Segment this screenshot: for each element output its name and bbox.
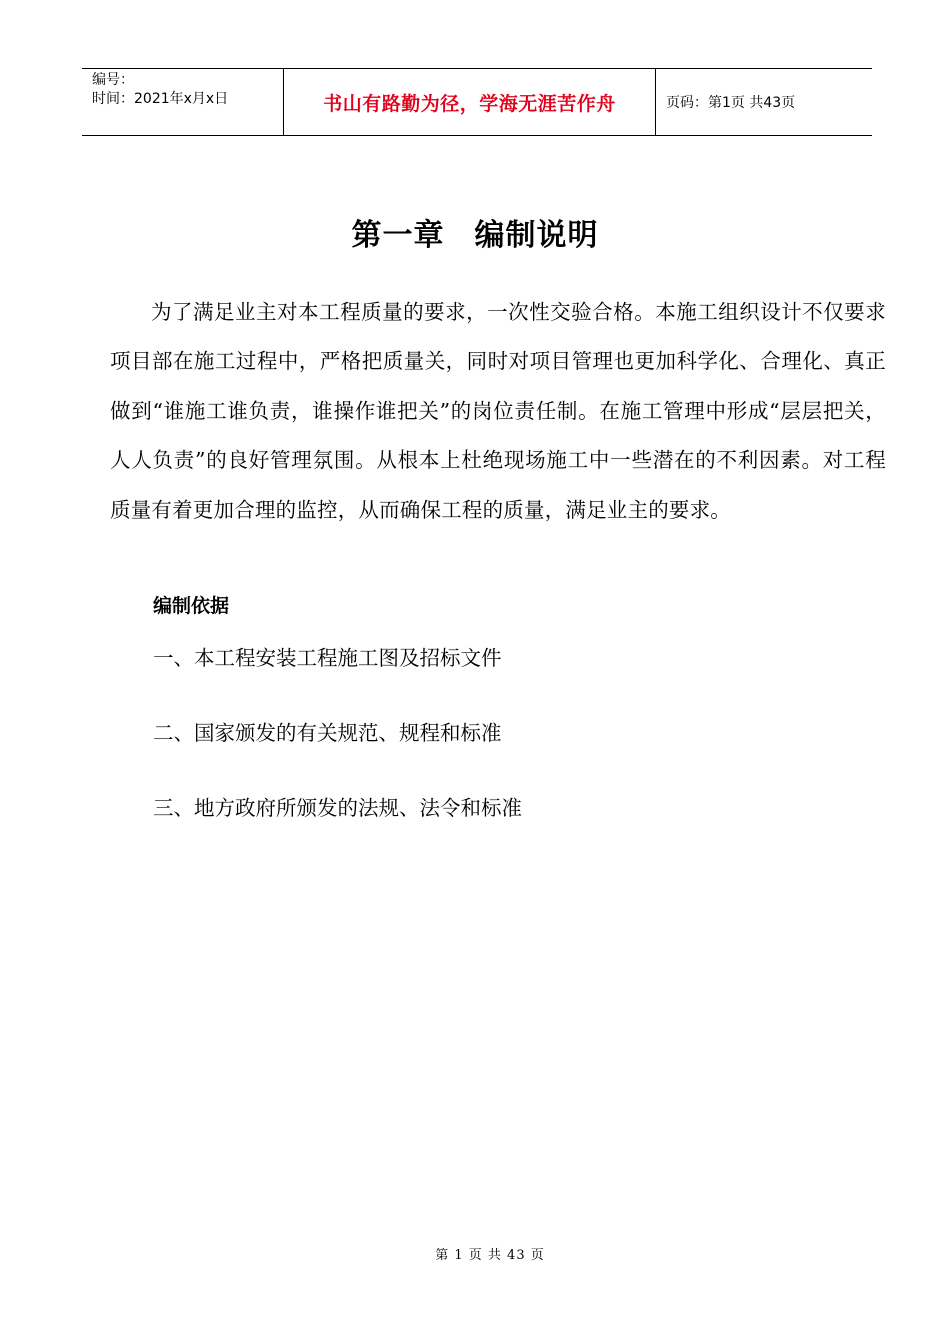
- basis-heading: 编制依据: [153, 595, 230, 617]
- basis-item: 一、本工程安装工程施工图及招标文件: [153, 646, 502, 670]
- chapter-number: 第一章: [351, 218, 445, 253]
- serial-number-label: 编号：: [92, 72, 134, 88]
- header-page-info: 页码：第1页 共43页: [666, 95, 796, 111]
- intro-paragraph: 为了满足业主对本工程质量的要求，一次性交验合格。本施工组织设计不仅要求项目部在施工过程中，严格把质量关，同时对项目管理也更加科学化、合理化、真正做到“谁施工谁负责，谁操作谁把关”的岗位责任制。在施工管理中形成“层层把关，人人负责”的良好管理氛围。从根本上杜绝现场施工中一些潜在的不利因素。对工程质量有着更加合理的监控，从而确保工程的质量，满足业主的要求。: [110, 300, 886, 522]
- page-footer: 第 1 页 共 43 页: [435, 1248, 545, 1263]
- header-motto: 书山有路勤为径，学海无涯苦作舟: [323, 92, 616, 115]
- page-header: [82, 68, 872, 136]
- chapter-title: [0, 214, 950, 258]
- basis-item: 三、地方政府所颁发的法规、法令和标准: [153, 796, 522, 820]
- header-meta-cell: [82, 69, 284, 135]
- header-motto-cell: [284, 69, 656, 135]
- header-page-cell: [656, 69, 872, 135]
- basis-item: 二、国家颁发的有关规范、规程和标准: [153, 721, 502, 745]
- date-label: 时间：2021年x月x日: [92, 91, 229, 107]
- chapter-name: 编制说明: [474, 218, 599, 253]
